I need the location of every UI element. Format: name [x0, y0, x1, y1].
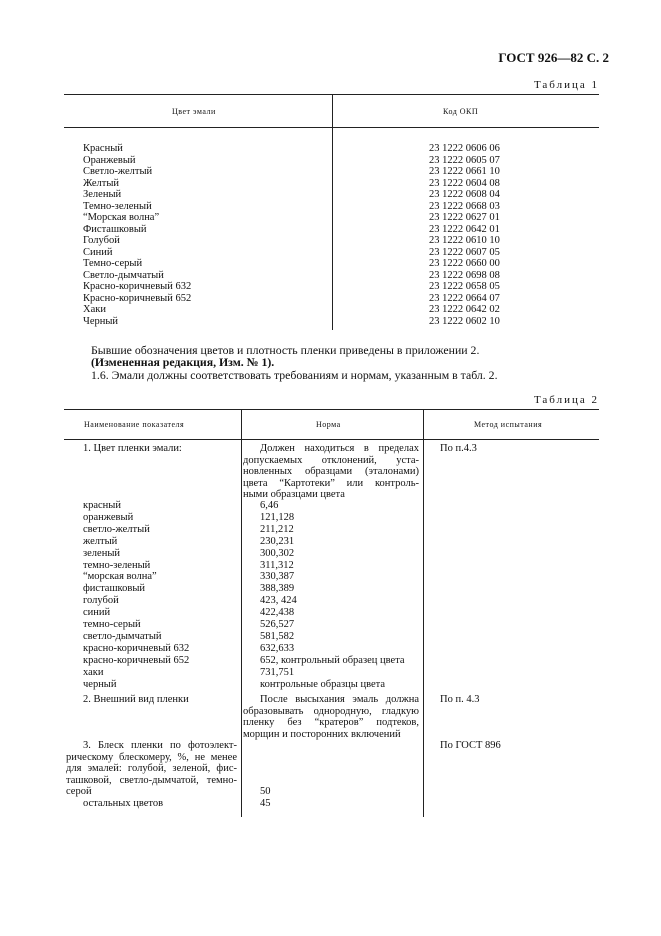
table1-row-color: Светло-дымчатый [83, 269, 164, 281]
item1-color-norm: 526,527 [260, 619, 295, 630]
table2-col-name: Наименование показателя [84, 420, 185, 429]
table1-row-code: 23 1222 0606 06 [429, 143, 500, 154]
paragraph-former-designations: Бывшие обозначения цветов и плотность пленки приведены в приложении 2. [91, 343, 480, 357]
table1-row-color: Фисташковый [83, 223, 147, 235]
item1-color-norm: 581,582 [260, 630, 295, 642]
item3-name-line: ташковой, светло-дымчатой, темно- [66, 774, 237, 786]
item1-norm-line: новленных образцами (эталонами) [243, 466, 419, 477]
item1-norm-line: Должен находиться в пределах [260, 443, 419, 454]
item3-name-line: 3. Блеск пленки по фотоэлект- [83, 740, 237, 751]
table1-row-code: 23 1222 0604 08 [429, 177, 500, 189]
item1-color-norm: 731,751 [260, 666, 295, 678]
item1-color-name: красно-коричневый 652 [83, 654, 190, 666]
item1-color-norm: 300,302 [260, 547, 295, 559]
table1-row-code: 23 1222 0660 00 [429, 258, 500, 269]
table1-row-color: Синий [83, 246, 113, 258]
item1-color-norm: 121,128 [260, 511, 295, 523]
item3-other-name: остальных цветов [83, 798, 164, 809]
item1-color-name: синий [83, 607, 111, 619]
item3-method: По ГОСТ 896 [440, 740, 501, 751]
item1-norm-line: допускаемых отклонений, уста- [243, 454, 419, 466]
table2-col-norm: Норма [316, 420, 341, 429]
item2-norm-line: После высыхания эмаль должна [260, 694, 419, 705]
table2-divider-1 [241, 409, 242, 817]
item1-color-norm: 388,389 [260, 583, 295, 595]
table1-row-color: Темно-серый [83, 258, 143, 269]
item1-name: 1. Цвет пленки эмали: [83, 443, 182, 454]
table2-caption: Таблица 2 [533, 394, 599, 406]
table1-row-code: 23 1222 0642 02 [429, 304, 500, 315]
item3-name-line: рическому блескомеру, %, не менее [66, 751, 237, 763]
item1-color-name: красный [83, 500, 121, 511]
item2-norm [243, 694, 419, 740]
item3-name-line: серой [66, 786, 92, 797]
item2-norm-line: морщин и посторонних включений [243, 728, 401, 740]
table1-row-color: Черный [83, 315, 119, 327]
item1-color-norm: 652, контрольный образец цвета [260, 654, 405, 666]
item1-color-norm: контрольные образцы цвета [260, 678, 386, 690]
table2-divider-2 [423, 409, 424, 817]
table1-row-code: 23 1222 0661 10 [429, 166, 500, 177]
table1-row-color: Оранжевый [83, 154, 136, 166]
table1-row-code: 23 1222 0608 04 [429, 189, 500, 200]
item1-norm [243, 443, 419, 501]
item1-color-norm: 230,231 [260, 535, 295, 547]
item1-color-name: фисташковый [83, 583, 145, 595]
table2-col-method: Метод испытания [474, 420, 543, 429]
item1-color-name: светло-дымчатый [83, 630, 162, 642]
table1-row-code: 23 1222 0658 05 [429, 281, 500, 292]
table1-row-color: Темно-зеленый [83, 200, 152, 212]
item3-name [66, 740, 237, 798]
item1-color-norm: 632,633 [260, 642, 295, 654]
item2-name: 2. Внешний вид пленки [83, 694, 189, 705]
table1-row-color: “Морская волна” [83, 212, 160, 223]
table1-row-code: 23 1222 0698 08 [429, 269, 500, 281]
item1-color-norm: 422,438 [260, 607, 295, 619]
table1-row-color: Хаки [83, 304, 106, 315]
item1-color-norm: 211,212 [260, 523, 294, 535]
table1-row-color: Желтый [83, 177, 120, 189]
page-header: ГОСТ 926—82 С. 2 [498, 50, 609, 65]
item2-norm-line: пленку без “кратеров” подтеков, [243, 717, 419, 728]
item1-norm-line: ными образцами цвета [243, 489, 345, 500]
table1-col-color: Цвет эмали [172, 107, 216, 116]
item1-color-norm: 423, 424 [260, 595, 297, 607]
item1-color-name: желтый [83, 535, 118, 547]
table1-row-color: Красно-коричневый 632 [83, 281, 192, 292]
table1-row-color: Красный [83, 143, 123, 154]
item1-color-name: черный [83, 678, 117, 690]
table1-row-color: Светло-желтый [83, 166, 153, 177]
item3-name-line: для эмалей: голубой, зеленой, фис- [66, 763, 237, 774]
item1-color-name: красно-коричневый 632 [83, 642, 190, 654]
table1-row-color: Красно-коричневый 652 [83, 292, 192, 304]
table1-row-code: 23 1222 0610 10 [429, 235, 500, 246]
item1-color-norm: 330,387 [260, 571, 295, 583]
item3-norm-a: 50 [260, 786, 271, 797]
table1-row-code: 23 1222 0607 05 [429, 246, 500, 258]
table1-row-code: 23 1222 0605 07 [429, 154, 500, 166]
item1-color-name: светло-желтый [83, 523, 150, 535]
item1-method: По п.4.3 [440, 443, 477, 454]
table1-col-code: Код ОКП [443, 107, 479, 116]
table2-header-rule [64, 439, 599, 440]
paragraph-1-6: 1.6. Эмали должны соответствовать требованиям и нормам, указанным в табл. 2. [91, 368, 498, 382]
item1-color-name: темно-зеленый [83, 559, 151, 571]
item1-color-name: хаки [83, 666, 104, 678]
table1-row-code: 23 1222 0668 03 [429, 200, 500, 212]
item1-color-name: голубой [83, 595, 119, 607]
table1-row-color: Зеленый [83, 189, 122, 200]
item1-color-norm: 311,312 [260, 559, 294, 571]
item1-norm-line: цвета “Картотеки” или контроль- [243, 477, 419, 489]
table1-row-code: 23 1222 0642 01 [429, 223, 500, 235]
item3-norm-b: 45 [260, 798, 271, 809]
item1-color-name: зеленый [83, 547, 121, 559]
table1-column-divider [332, 94, 333, 330]
table1-row-code: 23 1222 0602 10 [429, 315, 500, 327]
table1-row-code: 23 1222 0627 01 [429, 212, 500, 223]
table1-caption: Таблица 1 [533, 79, 599, 91]
item1-color-name: “морская волна” [83, 571, 157, 583]
table1-row-code: 23 1222 0664 07 [429, 292, 500, 304]
item1-color-name: оранжевый [83, 511, 134, 523]
item2-method: По п. 4.3 [440, 694, 480, 705]
item1-color-norm: 6,46 [260, 500, 279, 511]
paragraph-amendment: (Измененная редакция, Изм. № 1). [91, 355, 275, 369]
item1-color-name: темно-серый [83, 619, 141, 630]
table2-top-rule [64, 409, 599, 410]
item2-norm-line: образовывать однородную, гладкую [243, 705, 419, 717]
table1-row-color: Голубой [83, 235, 120, 246]
